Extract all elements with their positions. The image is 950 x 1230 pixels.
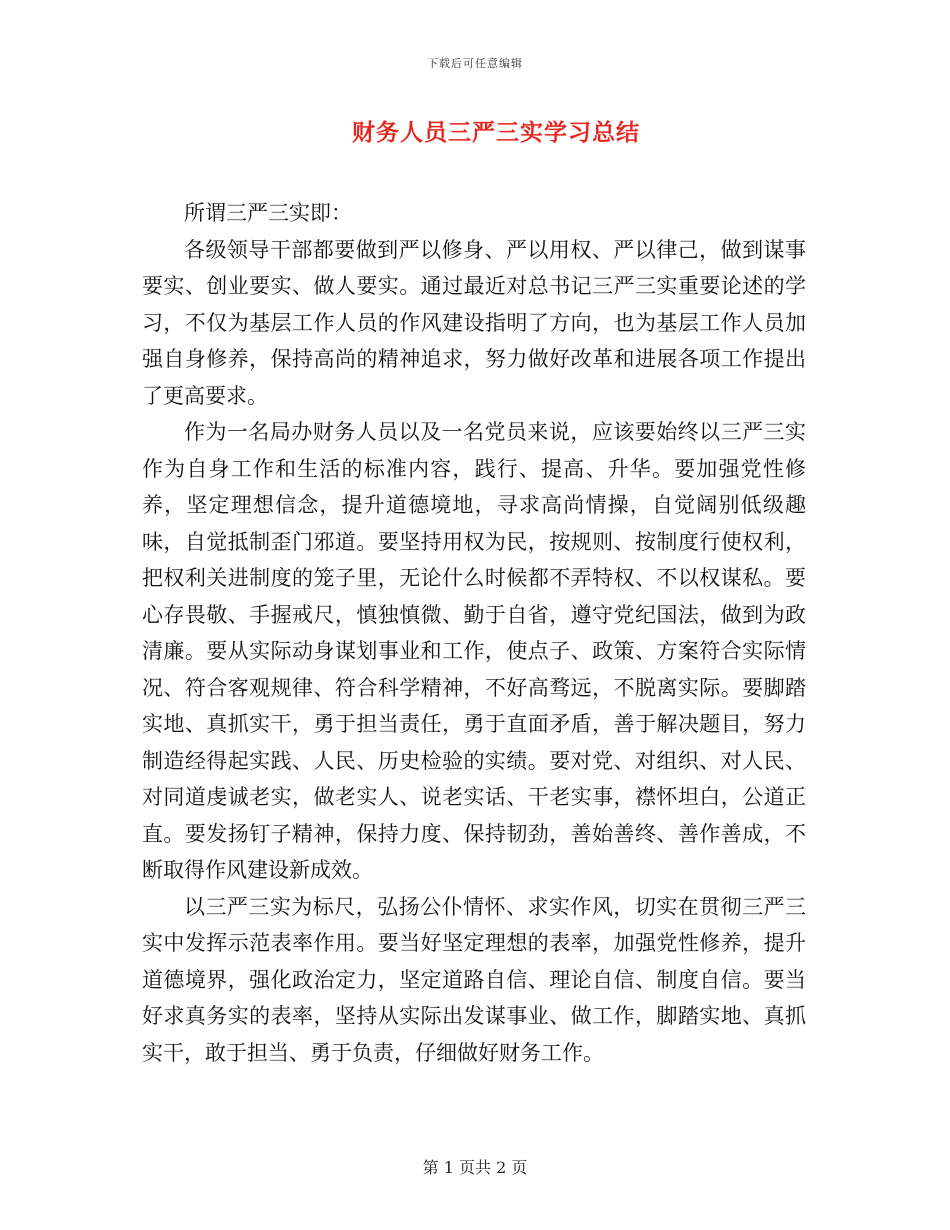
paragraph: 以三严三实为标尺，弘扬公仆情怀、求实作风，切实在贯彻三严三实中发挥示范表率作用。要当好坚定理想的表率，加强党性修养，提升道德境界，强化政治定力，坚定道路自信、理论自信、制度自信。要当好求真务实的表率，坚持从实际出发谋事业、做工作，脚踏实地、真抓实干，敢于担当、勇于负责，仔细做好财务工作。 (142, 894, 806, 1065)
paragraph: 作为一名局办财务人员以及一名党员来说，应该要始终以三严三实作为自身工作和生活的标准内容，践行、提高、升华。要加强党性修养，坚定理想信念，提升道德境地，寻求高尚情操，自觉阔别低级趣味，自觉抵制歪门邪道。要坚持用权为民，按规则、按制度行使权利，把权利关进制度的笼子里，无论什么时候都不弄特权、不以权谋私。要心存畏敬、手握戒尺，慎独慎微、勤于自省，遵守党纪国法，做到为政清廉。要从实际动身谋划事业和工作，使点子、政策、方案符合实际情况、符合客观规律、符合科学精神，不好高骛远，不脱离实际。要脚踏实地、真抓实干，勇于担当责任，勇于直面矛盾，善于解决题目，努力制造经得起实践、人民、历史检验的实绩。要对党、对组织、对人民、对同道虔诚老实，做老实人、说老实话、干老实事，襟怀坦白，公道正直。要发扬钉子精神，保持力度、保持韧劲，善始善终、善作善成，不断取得作风建设新成效。 (142, 420, 806, 882)
header-note: 下载后可任意编辑 (427, 57, 523, 70)
document-title: 财务人员三严三实学习总结 (352, 119, 640, 146)
document-body (142, 195, 806, 1071)
page-footer: 第 1 页共 2 页 (422, 1158, 528, 1177)
paragraph: 各级领导干部都要做到严以修身、严以用权、严以律己，做到谋事要实、创业要实、做人要实。通过最近对总书记三严三实重要论述的学习，不仅为基层工作人员的作风建设指明了方向，也为基层工作人员加强自身修养，保持高尚的精神追求，努力做好改革和进展各项工作提出了更高要求。 (142, 237, 806, 408)
paragraph: 所谓三严三实即： (184, 201, 352, 225)
